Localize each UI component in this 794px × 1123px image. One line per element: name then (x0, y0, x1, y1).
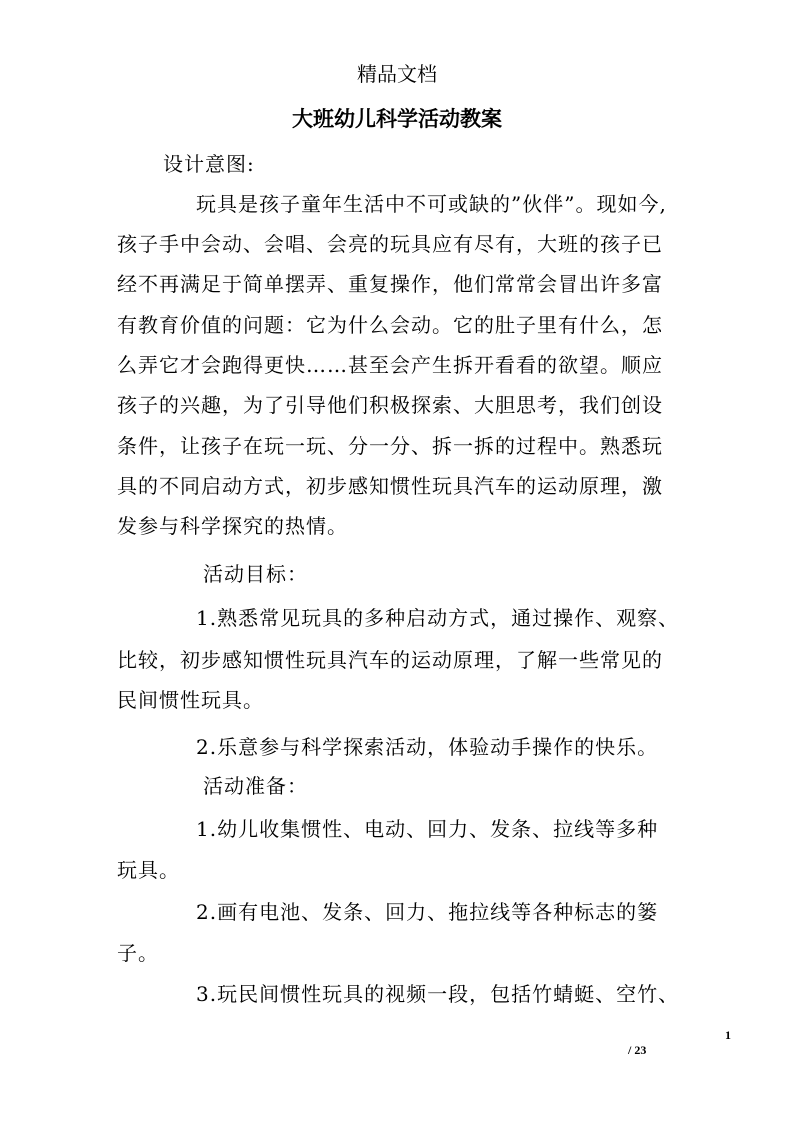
document-header: 精品文档 (357, 62, 437, 86)
text-line: 孩子手中会动、会唱、会亮的玩具应有尽有，大班的孩子已 (117, 232, 663, 256)
section-heading: 活动目标： (203, 562, 308, 586)
text-line: 具的不同启动方式，初步感知惯性玩具汽车的运动原理，激 (117, 474, 663, 498)
text-line: 玩具。 (117, 858, 180, 882)
document-title: 大班幼儿科学活动教案 (292, 106, 502, 131)
text-line: 发参与科学探究的热情。 (117, 514, 348, 538)
text-line: 民间惯性玩具。 (117, 688, 264, 712)
text-line: 玩具是孩子童年生活中不可或缺的”伙伴”。现如今, (196, 192, 667, 216)
text-line: 条件，让孩子在玩一玩、分一分、拆一拆的过程中。熟悉玩 (117, 434, 663, 458)
page-number: 1 (725, 1028, 731, 1042)
text-line: 设计意图: (163, 152, 255, 176)
text-line: 2.乐意参与科学探索活动，体验动手操作的快乐。 (196, 735, 659, 759)
text-line: 1.幼儿收集惯性、电动、回力、发条、拉线等多种 (196, 817, 659, 841)
text-line: 么弄它才会跑得更快……甚至会产生拆开看看的欲望。顺应 (117, 353, 663, 377)
section-heading: 活动准备： (203, 774, 308, 798)
text-line: 3.玩民间惯性玩具的视频一段，包括竹蜻蜓、空竹、 (196, 982, 680, 1006)
text-line: 有教育价值的问题：它为什么会动。它的肚子里有什么，怎 (117, 313, 663, 337)
text-line: 经不再满足于简单摆弄、重复操作，他们常常会冒出许多富 (117, 272, 663, 296)
text-line: 比较，初步感知惯性玩具汽车的运动原理，了解一些常见的 (117, 648, 663, 672)
text-line: 2.画有电池、发条、回力、拖拉线等各种标志的篓 (196, 900, 659, 924)
text-line: 孩子的兴趣，为了引导他们积极探索、大胆思考，我们创设 (117, 393, 663, 417)
text-line: 子。 (117, 941, 159, 965)
page-total: / 23 (628, 1043, 647, 1057)
text-line: 1.熟悉常见玩具的多种启动方式，通过操作、观察、 (196, 606, 680, 630)
